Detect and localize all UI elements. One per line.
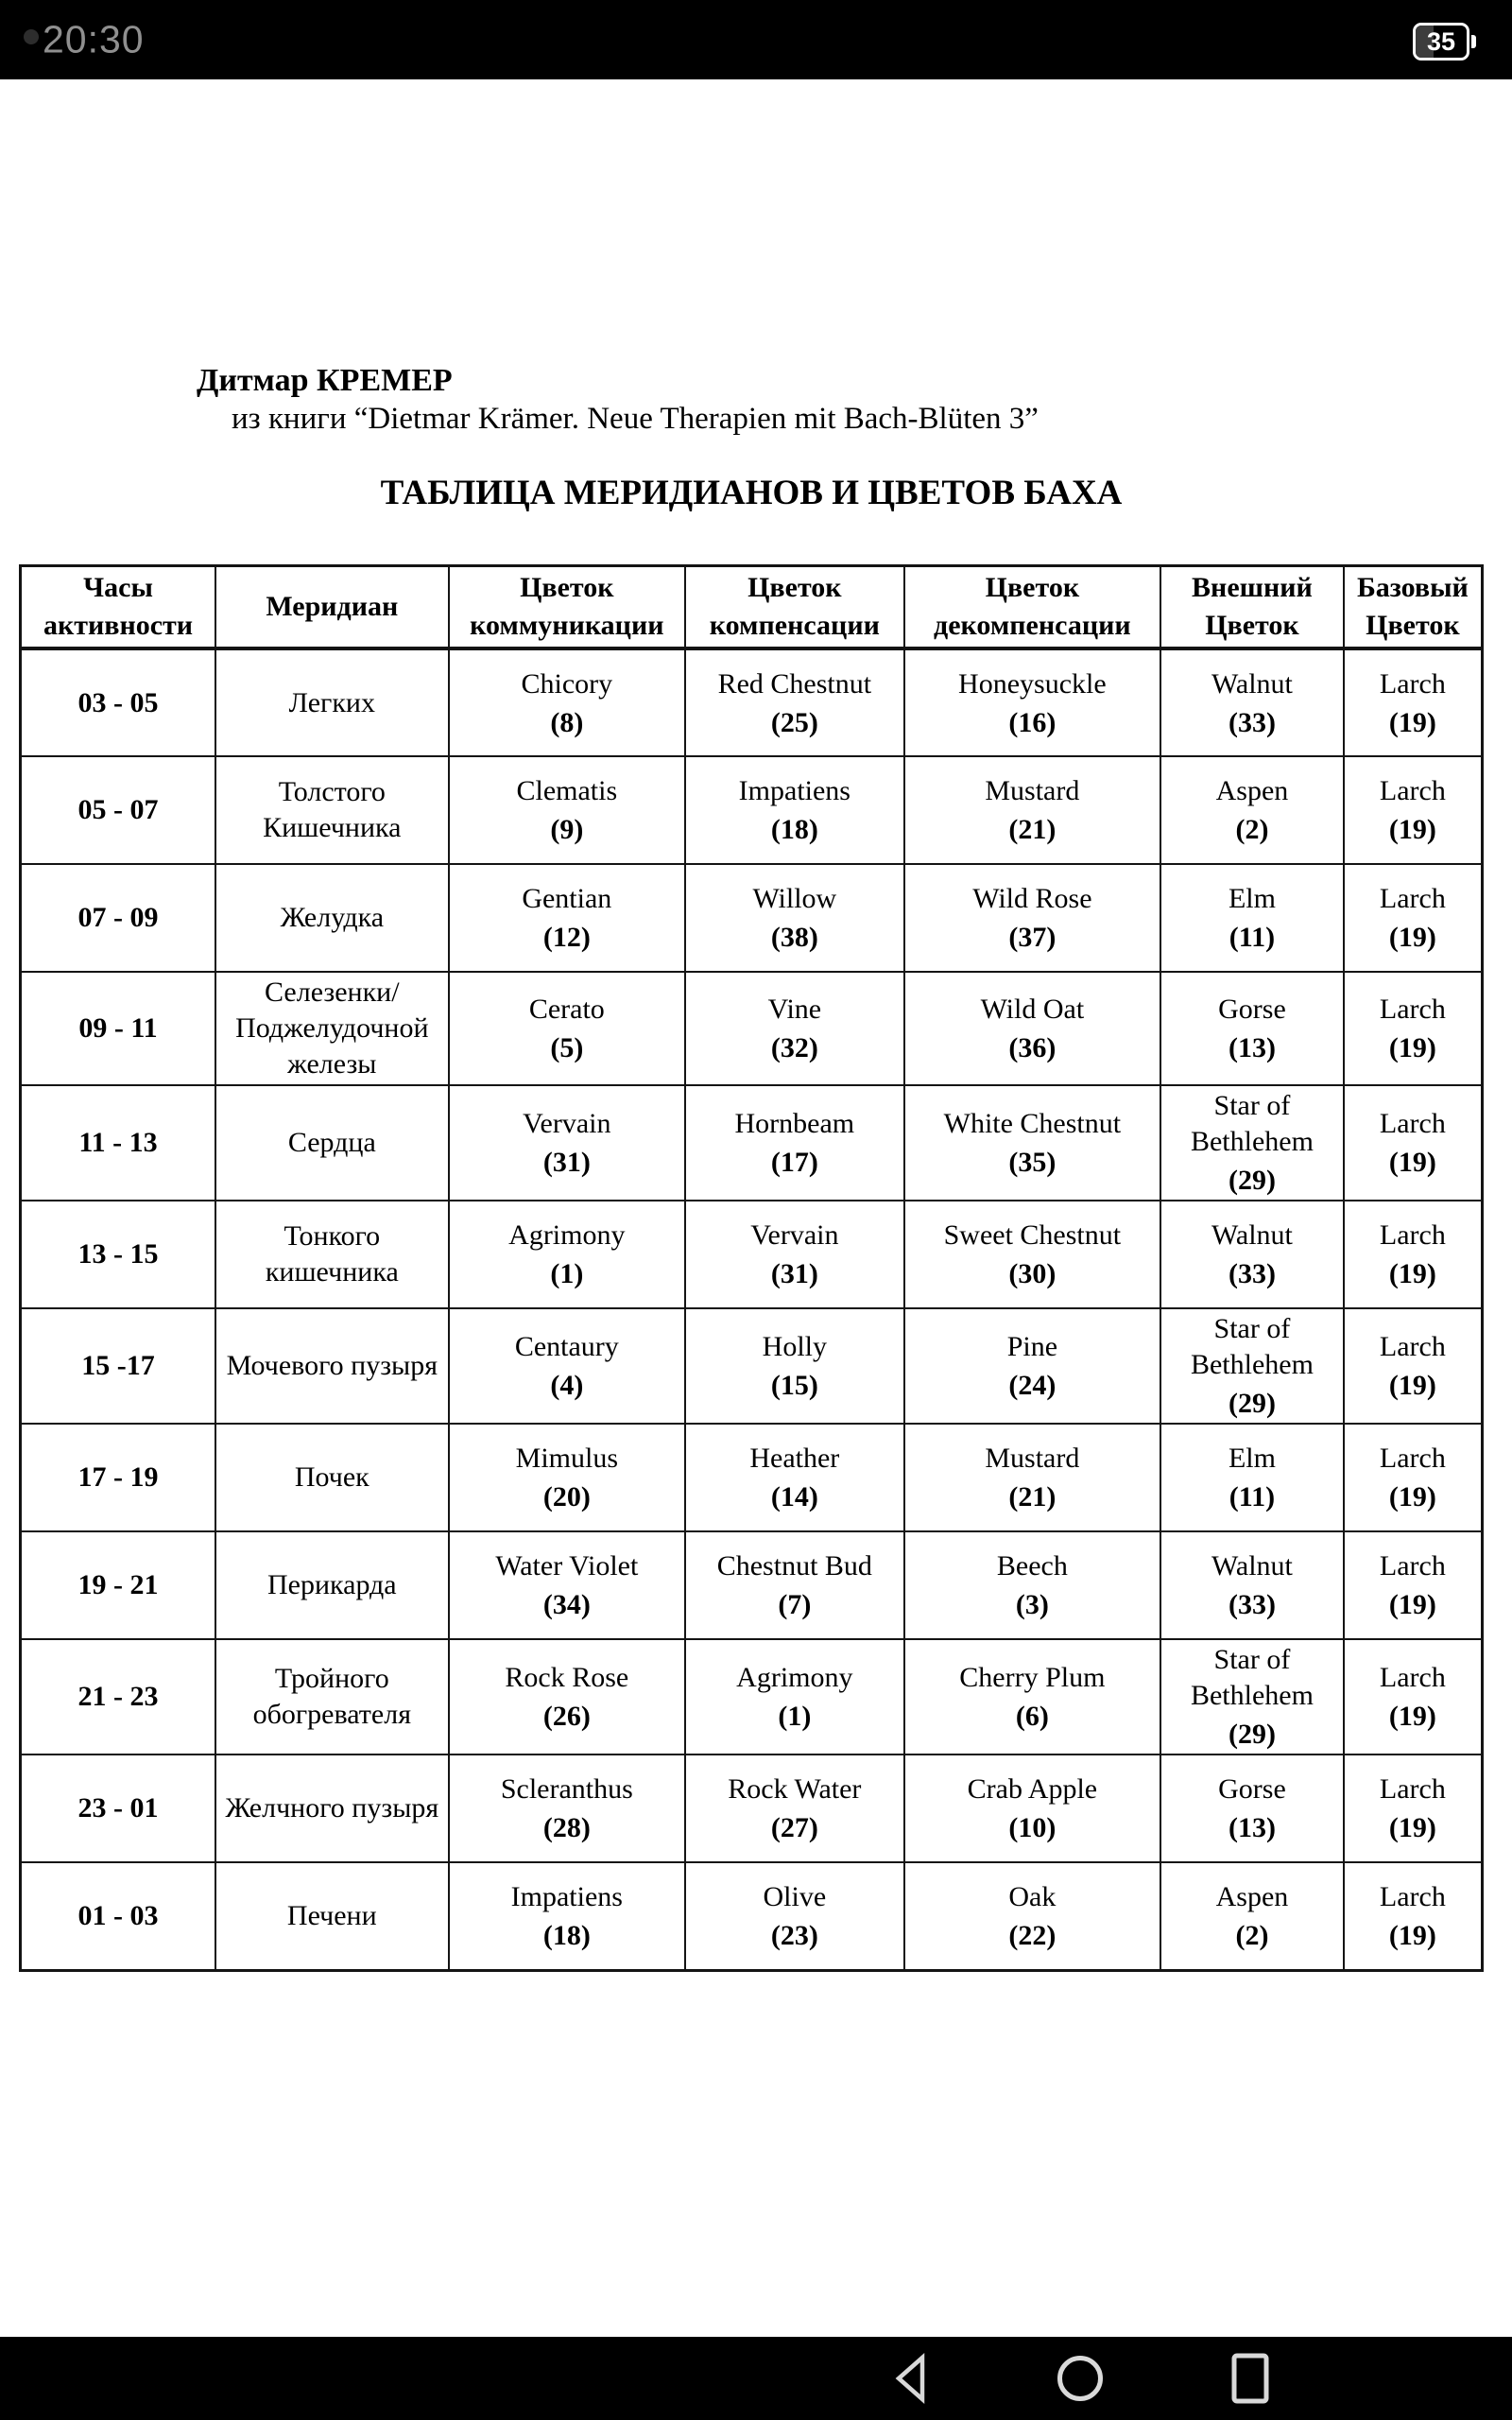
- flower-name: Holly: [762, 1331, 827, 1362]
- flower-cell-decompensation: [904, 1639, 1160, 1754]
- flower-number: (13): [1228, 1812, 1276, 1843]
- flower-name: Walnut: [1211, 1219, 1293, 1251]
- hours-cell: 23 - 01: [21, 1754, 216, 1862]
- flower-cell-decompensation: [904, 1862, 1160, 1970]
- battery-nub: [1471, 35, 1476, 48]
- flower-cell-decompensation: [904, 1531, 1160, 1639]
- hours-cell: 15 -17: [21, 1308, 216, 1424]
- flower-name: Cherry Plum: [959, 1662, 1106, 1693]
- flower-cell-decompensation: [904, 864, 1160, 972]
- flower-name: Gorse: [1218, 994, 1286, 1025]
- flower-name: Willow: [752, 883, 837, 914]
- hours-cell: 01 - 03: [21, 1862, 216, 1970]
- table-row: [21, 864, 1483, 972]
- table-row: [21, 972, 1483, 1085]
- meridian-cell: Желудка: [215, 864, 449, 972]
- flower-cell-compensation: [685, 756, 904, 864]
- flower-cell-outer: [1160, 1424, 1344, 1531]
- table-row: [21, 1308, 1483, 1424]
- flower-cell-base: [1344, 864, 1483, 972]
- flower-name: Star of Bethlehem: [1190, 1090, 1314, 1157]
- flower-name: Gentian: [522, 883, 612, 914]
- hours-cell: 21 - 23: [21, 1639, 216, 1754]
- flower-cell-outer: [1160, 1201, 1344, 1308]
- flower-number: (19): [1388, 1919, 1436, 1951]
- flower-cell-decompensation: [904, 972, 1160, 1085]
- flower-number: (16): [1008, 706, 1057, 738]
- flower-cell-communication: [449, 1308, 685, 1424]
- flower-name: Vervain: [523, 1108, 611, 1139]
- flower-cell-outer: [1160, 648, 1344, 756]
- flower-number: (19): [1388, 814, 1436, 845]
- flower-name: Crab Apple: [967, 1773, 1098, 1805]
- table-row: [21, 756, 1483, 864]
- column-header: Часы активности: [21, 566, 216, 649]
- flower-number: (31): [770, 1258, 818, 1289]
- flower-number: (19): [1388, 1701, 1436, 1732]
- flower-cell-compensation: [685, 1754, 904, 1862]
- battery-percent: 35: [1426, 26, 1456, 56]
- flower-number: (7): [778, 1589, 812, 1620]
- meridian-cell: Почек: [215, 1424, 449, 1531]
- flower-number: (33): [1228, 706, 1276, 738]
- navigation-bar: [0, 2337, 1512, 2420]
- flower-cell-outer: [1160, 1639, 1344, 1754]
- table-row: [21, 1201, 1483, 1308]
- recents-icon: [1229, 2352, 1271, 2405]
- flower-name: Aspen: [1215, 1880, 1289, 1912]
- flower-cell-decompensation: [904, 1424, 1160, 1531]
- flower-name: Larch: [1379, 1108, 1446, 1139]
- flower-name: Rock Water: [728, 1773, 862, 1805]
- flower-name: Larch: [1379, 1443, 1446, 1474]
- flower-number: (27): [770, 1812, 818, 1843]
- column-header: Цветок коммуникации: [449, 566, 685, 649]
- hours-cell: 07 - 09: [21, 864, 216, 972]
- flower-number: (14): [770, 1481, 818, 1512]
- table-row: [21, 648, 1483, 756]
- flower-number: (19): [1388, 1812, 1436, 1843]
- column-header: Цветок компенсации: [685, 566, 904, 649]
- flower-name: Larch: [1379, 1773, 1446, 1805]
- flower-name: Vervain: [750, 1219, 839, 1251]
- battery-indicator: [1413, 23, 1476, 60]
- flower-name: Agrimony: [508, 1219, 626, 1251]
- column-header: Цветок декомпенсации: [904, 566, 1160, 649]
- flower-cell-outer: [1160, 972, 1344, 1085]
- meridian-cell: Перикарда: [215, 1531, 449, 1639]
- flower-name: Walnut: [1211, 667, 1293, 700]
- flower-name: Mimulus: [515, 1443, 618, 1474]
- flower-number: (5): [550, 1032, 584, 1063]
- flower-name: Larch: [1379, 1331, 1446, 1362]
- flower-name: Larch: [1379, 667, 1446, 700]
- flower-cell-decompensation: [904, 1308, 1160, 1424]
- flower-cell-decompensation: [904, 1085, 1160, 1201]
- hours-cell: 11 - 13: [21, 1085, 216, 1201]
- flower-cell-compensation: [685, 864, 904, 972]
- flower-name: Hornbeam: [734, 1108, 855, 1139]
- flower-name: Larch: [1379, 1880, 1446, 1912]
- flower-number: (24): [1008, 1370, 1057, 1401]
- flower-name: Pine: [1006, 1331, 1058, 1362]
- flower-cell-outer: [1160, 1085, 1344, 1201]
- flower-number: (34): [542, 1589, 591, 1620]
- flower-cell-base: [1344, 1531, 1483, 1639]
- column-header: Внешний Цветок: [1160, 566, 1344, 649]
- flower-number: (23): [770, 1919, 818, 1951]
- flower-name: Red Chestnut: [717, 667, 872, 700]
- flower-cell-communication: [449, 1754, 685, 1862]
- flower-cell-outer: [1160, 1308, 1344, 1424]
- flower-number: (12): [542, 922, 591, 953]
- flower-name: Agrimony: [736, 1662, 853, 1693]
- home-button[interactable]: [1056, 2354, 1105, 2403]
- flower-cell-compensation: [685, 1085, 904, 1201]
- hours-cell: 09 - 11: [21, 972, 216, 1085]
- flower-cell-base: [1344, 1754, 1483, 1862]
- flower-name: Heather: [749, 1443, 840, 1474]
- hours-cell: 13 - 15: [21, 1201, 216, 1308]
- flower-number: (15): [770, 1370, 818, 1401]
- table-header-row: [21, 566, 1483, 649]
- flower-number: (2): [1235, 814, 1269, 845]
- flower-cell-communication: [449, 864, 685, 972]
- hours-cell: 05 - 07: [21, 756, 216, 864]
- flower-name: Olive: [763, 1880, 827, 1912]
- flower-cell-outer: [1160, 1531, 1344, 1639]
- flower-name: Larch: [1379, 1219, 1446, 1251]
- table-row: [21, 1639, 1483, 1754]
- flower-number: (19): [1388, 922, 1436, 953]
- flower-number: (35): [1008, 1147, 1057, 1178]
- flower-number: (19): [1388, 1481, 1436, 1512]
- flower-number: (10): [1008, 1812, 1057, 1843]
- flower-number: (25): [770, 706, 818, 738]
- flower-cell-compensation: [685, 972, 904, 1085]
- flower-name: Elm: [1228, 1443, 1276, 1474]
- flower-number: (19): [1388, 706, 1436, 738]
- flower-name: Sweet Chestnut: [943, 1219, 1122, 1251]
- flower-cell-communication: [449, 1424, 685, 1531]
- flower-name: Wild Oat: [980, 994, 1085, 1025]
- flower-cell-communication: [449, 1531, 685, 1639]
- flower-number: (19): [1388, 1370, 1436, 1401]
- flower-name: Larch: [1379, 1662, 1446, 1693]
- meridian-cell: Легких: [215, 648, 449, 756]
- flower-number: (8): [550, 706, 584, 738]
- flower-cell-decompensation: [904, 648, 1160, 756]
- flower-number: (2): [1235, 1919, 1269, 1951]
- table-row: [21, 1424, 1483, 1531]
- document-page[interactable]: [0, 79, 1512, 2337]
- flower-name: White Chestnut: [943, 1108, 1122, 1139]
- flower-cell-communication: [449, 648, 685, 756]
- flower-number: (3): [1015, 1589, 1049, 1620]
- table-row: [21, 1531, 1483, 1639]
- flower-number: (19): [1388, 1147, 1436, 1178]
- flower-name: Star of Bethlehem: [1190, 1644, 1314, 1711]
- flower-number: (18): [542, 1919, 591, 1951]
- meridian-cell: Печени: [215, 1862, 449, 1970]
- flower-cell-base: [1344, 1085, 1483, 1201]
- flower-cell-base: [1344, 756, 1483, 864]
- author-line: Дитмар КРЕМЕР: [197, 363, 453, 398]
- hours-cell: 03 - 05: [21, 648, 216, 756]
- meridian-cell: Сердца: [215, 1085, 449, 1201]
- table-body: [21, 648, 1483, 1970]
- flower-name: Gorse: [1218, 1773, 1286, 1805]
- flower-cell-base: [1344, 1862, 1483, 1970]
- flower-cell-base: [1344, 972, 1483, 1085]
- flower-cell-base: [1344, 648, 1483, 756]
- flower-number: (19): [1388, 1032, 1436, 1063]
- flower-number: (19): [1388, 1589, 1436, 1620]
- meridian-cell: Желчного пузыря: [215, 1754, 449, 1862]
- meridian-cell: Толстого Кишечника: [215, 756, 449, 864]
- flower-name: Rock Rose: [505, 1662, 629, 1693]
- flower-cell-compensation: [685, 648, 904, 756]
- flower-name: Larch: [1379, 1550, 1446, 1582]
- flower-cell-outer: [1160, 1754, 1344, 1862]
- flower-number: (1): [778, 1701, 812, 1732]
- flower-name: Elm: [1228, 883, 1276, 914]
- flower-name: Impatiens: [510, 1880, 623, 1912]
- flower-cell-communication: [449, 972, 685, 1085]
- source-line: из книги “Dietmar Krämer. Neue Therapien mit Bach-Blüten 3”: [232, 402, 1039, 436]
- flower-number: (31): [542, 1147, 591, 1178]
- battery-icon: [1413, 23, 1469, 60]
- flower-number: (9): [550, 814, 584, 845]
- meridian-cell: Тонкого кишечника: [215, 1201, 449, 1308]
- flower-number: (30): [1008, 1258, 1057, 1289]
- flower-name: Mustard: [985, 775, 1080, 806]
- back-button[interactable]: [889, 2352, 931, 2405]
- flower-number: (11): [1228, 1481, 1276, 1512]
- flower-name: Larch: [1379, 883, 1446, 914]
- flower-number: (20): [542, 1481, 591, 1512]
- notification-dot-icon: [24, 29, 39, 44]
- flower-cell-compensation: [685, 1308, 904, 1424]
- flower-number: (36): [1008, 1032, 1057, 1063]
- flower-name: Honeysuckle: [958, 667, 1107, 700]
- flower-number: (6): [1015, 1701, 1049, 1732]
- flower-cell-base: [1344, 1424, 1483, 1531]
- flower-number: (22): [1008, 1919, 1057, 1951]
- hours-cell: 19 - 21: [21, 1531, 216, 1639]
- flower-cell-compensation: [685, 1639, 904, 1754]
- flower-name: Impatiens: [738, 775, 850, 806]
- flower-number: (11): [1228, 922, 1276, 953]
- flower-cell-communication: [449, 756, 685, 864]
- hours-cell: 17 - 19: [21, 1424, 216, 1531]
- flower-name: Clematis: [516, 775, 618, 806]
- flower-cell-compensation: [685, 1201, 904, 1308]
- flower-name: Larch: [1379, 994, 1446, 1025]
- status-bar: [0, 0, 1512, 79]
- flower-number: (19): [1388, 1258, 1436, 1289]
- flower-cell-compensation: [685, 1424, 904, 1531]
- flower-cell-outer: [1160, 756, 1344, 864]
- flower-name: Centaury: [514, 1331, 619, 1362]
- back-icon: [889, 2352, 931, 2405]
- flower-cell-decompensation: [904, 1201, 1160, 1308]
- flower-cell-communication: [449, 1862, 685, 1970]
- flower-cell-outer: [1160, 864, 1344, 972]
- flower-name: Chicory: [521, 667, 613, 700]
- flower-cell-decompensation: [904, 1754, 1160, 1862]
- flower-name: Water Violet: [495, 1550, 639, 1582]
- flower-cell-base: [1344, 1308, 1483, 1424]
- flower-number: (21): [1008, 1481, 1057, 1512]
- flower-number: (13): [1228, 1032, 1276, 1063]
- meridian-table: [19, 564, 1484, 1972]
- flower-number: (32): [770, 1032, 818, 1063]
- flower-number: (26): [542, 1701, 591, 1732]
- flower-number: (1): [550, 1258, 584, 1289]
- recents-button[interactable]: [1229, 2352, 1271, 2405]
- meridian-cell: Селезенки/Поджелудочной железы: [215, 972, 449, 1085]
- flower-number: (4): [550, 1370, 584, 1401]
- flower-number: (28): [542, 1812, 591, 1843]
- flower-name: Scleranthus: [500, 1773, 633, 1805]
- flower-number: (29): [1228, 1719, 1276, 1750]
- flower-name: Walnut: [1211, 1550, 1293, 1582]
- flower-cell-communication: [449, 1085, 685, 1201]
- flower-number: (33): [1228, 1258, 1276, 1289]
- flower-number: (33): [1228, 1589, 1276, 1620]
- meridian-cell: Тройного обогревателя: [215, 1639, 449, 1754]
- flower-name: Oak: [1008, 1880, 1057, 1912]
- flower-cell-communication: [449, 1639, 685, 1754]
- flower-number: (18): [770, 814, 818, 845]
- flower-number: (29): [1228, 1165, 1276, 1196]
- flower-name: Vine: [767, 994, 822, 1025]
- flower-name: Chestnut Bud: [716, 1550, 872, 1582]
- table-row: [21, 1085, 1483, 1201]
- flower-cell-compensation: [685, 1531, 904, 1639]
- flower-name: Aspen: [1215, 775, 1289, 806]
- flower-number: (17): [770, 1147, 818, 1178]
- flower-cell-base: [1344, 1201, 1483, 1308]
- flower-name: Larch: [1379, 775, 1446, 806]
- status-time: 20:30: [43, 17, 145, 61]
- table-title: ТАБЛИЦА МЕРИДИАНОВ И ЦВЕТОВ БАХА: [380, 474, 1123, 512]
- flower-name: Cerato: [528, 994, 605, 1025]
- flower-cell-compensation: [685, 1862, 904, 1970]
- flower-name: Wild Rose: [972, 883, 1092, 914]
- flower-number: (37): [1008, 922, 1057, 953]
- flower-name: Mustard: [985, 1443, 1080, 1474]
- flower-cell-base: [1344, 1639, 1483, 1754]
- home-icon: [1056, 2354, 1105, 2403]
- flower-cell-outer: [1160, 1862, 1344, 1970]
- meridian-cell: Мочевого пузыря: [215, 1308, 449, 1424]
- flower-name: Star of Bethlehem: [1190, 1313, 1314, 1380]
- column-header: Меридиан: [215, 566, 449, 649]
- flower-cell-communication: [449, 1201, 685, 1308]
- flower-cell-decompensation: [904, 756, 1160, 864]
- flower-name: Beech: [996, 1550, 1068, 1582]
- flower-number: (38): [770, 922, 818, 953]
- table-row: [21, 1754, 1483, 1862]
- flower-number: (21): [1008, 814, 1057, 845]
- table-row: [21, 1862, 1483, 1970]
- column-header: Базовый Цветок: [1344, 566, 1483, 649]
- flower-number: (29): [1228, 1388, 1276, 1419]
